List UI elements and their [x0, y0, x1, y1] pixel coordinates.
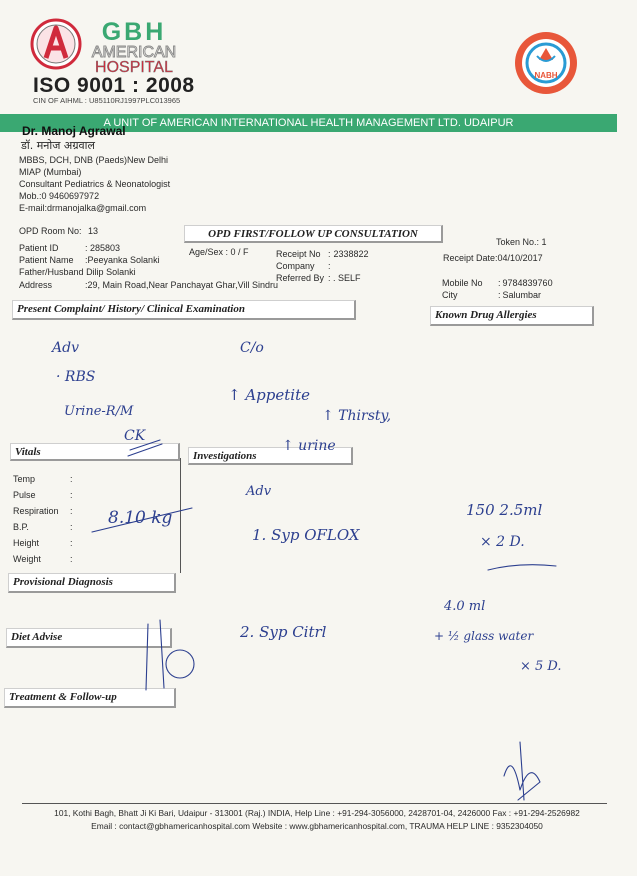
consultation-title: OPD FIRST/FOLLOW UP CONSULTATION [184, 225, 443, 243]
patient-name-label: Patient Name [19, 255, 74, 265]
footer-rule [22, 803, 607, 804]
token-label: Token No.: [496, 237, 540, 247]
hw-rx2-note: + ½ glass water [434, 629, 534, 643]
hw-urine-rm: Urine-R/M [64, 404, 134, 419]
address-value: 29, Main Road,Near Panchayat Ghar,Vill Sindru [87, 280, 278, 290]
footer-contact: Email : contact@gbhamericanhospital.com Website : www.gbhamericanhospital.com, TRAUMA HELP LINE : 9352304050 [91, 821, 543, 831]
receipt-no-label: Receipt No [276, 249, 321, 259]
parent-company-band: A UNIT OF AMERICAN INTERNATIONAL HEALTH MANAGEMENT LTD. UDAIPUR [0, 114, 617, 132]
father-label: Father/Husband [19, 267, 84, 277]
referred-row: Referred By : . SELF [276, 273, 361, 283]
doctor-membership: MIAP (Mumbai) [19, 167, 82, 177]
receipt-date-row: Receipt Date:04/10/2017 [443, 253, 543, 263]
patient-id-label: Patient ID [19, 243, 59, 253]
opd-room-value: 13 [88, 226, 99, 236]
doctor-email: E-mail:drmanojalka@gmail.com [19, 203, 147, 213]
city-label: City [442, 290, 458, 300]
svg-text:AMERICAN: AMERICAN [91, 44, 177, 61]
section-vitals: Vitals [10, 443, 180, 461]
referred-label: Referred By [276, 273, 325, 283]
hw-rx1: 1. Syp OFLOX [252, 526, 360, 544]
doctor-name-hindi: डॉ. मनोज अग्रवाल [21, 139, 95, 152]
receipt-no-row: Receipt No : 2338822 [276, 249, 369, 259]
age-sex: Age/Sex : 0 / F [189, 247, 249, 257]
hw-ck: CK [124, 428, 146, 444]
referred-value: SELF [338, 273, 361, 283]
hw-rx1-freq: × 2 D. [480, 534, 525, 550]
patient-name-row: Patient Name :Peeyanka Solanki [19, 255, 160, 265]
section-complaint: Present Complaint/ History/ Clinical Examination [12, 300, 356, 320]
city-row: City : Salumbar [442, 290, 542, 300]
vital-temp: Temp : [13, 474, 73, 484]
vital-bp: B.P. : [13, 522, 73, 532]
hw-co: C/o [240, 340, 264, 356]
father-value: Dilip Solanki [86, 267, 136, 277]
vital-weight: Weight : [13, 554, 73, 564]
mobile-row: Mobile No : 9784839760 [442, 278, 553, 288]
hw-thirsty: ↑ Thirsty, [322, 408, 392, 424]
hw-rx2-note2: × 5 D. [520, 659, 562, 674]
iso-certification: ISO 9001 : 2008 [33, 74, 195, 97]
hw-rx2: 2. Syp Citrl [240, 623, 327, 641]
hw-diet-marks [146, 620, 164, 690]
mobile-label: Mobile No [442, 278, 483, 288]
vital-height: Height : [13, 538, 73, 548]
svg-text:NABH: NABH [534, 71, 558, 80]
section-provisional-diagnosis: Provisional Diagnosis [8, 573, 176, 593]
mobile-value: 9784839760 [502, 278, 553, 288]
cin-number: CIN OF AIHML : U85110RJ1997PLC013965 [33, 96, 181, 105]
city-value: Salumbar [502, 290, 542, 300]
receipt-date-label: Receipt Date [443, 253, 496, 263]
patient-id-row: Patient ID : 285803 [19, 243, 121, 253]
patient-id-value: 285803 [90, 243, 121, 253]
svg-text:HOSPITAL: HOSPITAL [95, 59, 173, 76]
vital-pulse: Pulse : [13, 490, 73, 500]
section-diet-advise: Diet Advise [6, 628, 172, 648]
address-row: Address :29, Main Road,Near Panchayat Ghar,Vill Sindru [19, 280, 278, 290]
company-label: Company [276, 261, 315, 271]
hw-adv-2: Adv [246, 484, 272, 499]
footer-address: 101, Kothi Bagh, Bhatt Ji Ki Bari, Udaipur - 313001 (Raj.) INDIA, Help Line : +91-294-3056000, 2428701-04, 2426000 Fax : +91-294-2526982 [54, 808, 580, 818]
receipt-no-value: 2338822 [333, 249, 369, 259]
hw-adv-1: Adv [52, 340, 79, 356]
hw-weight: 8.10 kg [108, 508, 173, 528]
section-treatment: Treatment & Follow-up [4, 688, 176, 708]
doctor-signature-mark [504, 742, 540, 800]
section-allergies: Known Drug Allergies [430, 306, 594, 326]
doctor-name: Dr. Manoj Agrawal [22, 124, 126, 138]
doctor-role: Consultant Pediatrics & Neonatologist [19, 179, 171, 189]
company-row: Company : [276, 261, 331, 271]
receipt-date-value: 04/10/2017 [497, 253, 543, 263]
hw-appetite: ↑ Appetite [228, 386, 310, 404]
section-investigations: Investigations [188, 447, 353, 465]
hw-rx1-dose: 150 2.5ml [466, 501, 543, 519]
hw-diet-circle [166, 650, 194, 678]
vital-respiration: Respiration : [13, 506, 73, 516]
patient-name-value: Peeyanka Solanki [87, 255, 160, 265]
token-value: 1 [541, 237, 547, 247]
doctor-mobile: Mob.:0 9460697972 [19, 191, 100, 201]
opd-room-label: OPD Room No: [19, 226, 82, 236]
hw-rx1-underline [488, 565, 556, 570]
address-label: Address [19, 280, 53, 290]
doctor-qualification: MBBS, DCH, DNB (Paeds)New Delhi [19, 155, 169, 165]
hw-rbs: · RBS [56, 369, 96, 385]
hw-urine-increase: ↑ urine [282, 438, 336, 454]
hw-rx2-dose: 4.0 ml [444, 599, 486, 614]
svg-text:GBH: GBH [101, 18, 167, 46]
